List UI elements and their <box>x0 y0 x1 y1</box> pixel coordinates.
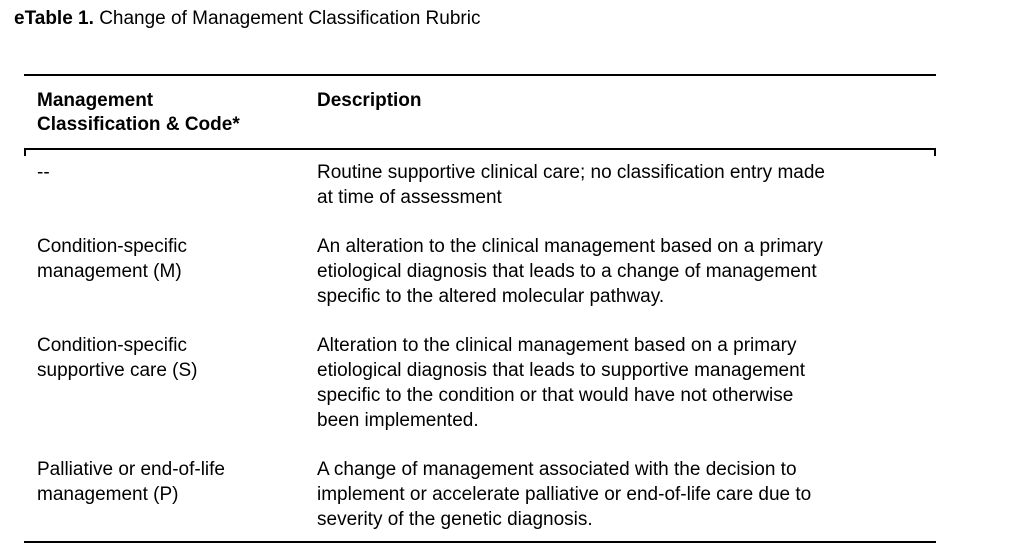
header-divider-right-tick <box>934 148 936 156</box>
header-divider-rule <box>24 148 936 150</box>
cell-line: Alteration to the clinical management based on a primary <box>317 335 797 356</box>
cell-line: specific to the condition or that would have not otherwise <box>317 385 794 406</box>
header-divider-left-tick <box>24 148 26 156</box>
classification-cell <box>37 160 297 185</box>
table-caption <box>14 7 480 31</box>
cell-line: at time of assessment <box>317 187 502 208</box>
description-cell <box>317 234 917 309</box>
column-header-classification <box>37 89 297 137</box>
column-header-line: Management <box>37 90 154 111</box>
column-header-line: Classification & Code* <box>37 114 240 135</box>
cell-line: Palliative or end-of-life <box>37 459 225 480</box>
cell-line: supportive care (S) <box>37 360 198 381</box>
cell-line: specific to the altered molecular pathway. <box>317 286 665 307</box>
classification-cell <box>37 457 297 507</box>
cell-line: Condition-specific <box>37 236 187 257</box>
description-cell <box>317 457 917 532</box>
table-top-rule <box>24 74 936 76</box>
table-caption-title: Change of Management Classification Rubric <box>99 8 481 29</box>
cell-line: severity of the genetic diagnosis. <box>317 509 593 530</box>
cell-line: Condition-specific <box>37 335 187 356</box>
column-header-description <box>317 89 877 113</box>
cell-line: management (M) <box>37 261 182 282</box>
table-caption-label: eTable 1. <box>14 8 94 29</box>
cell-line: been implemented. <box>317 410 479 431</box>
cell-line: management (P) <box>37 484 179 505</box>
cell-line: -- <box>37 162 50 183</box>
cell-line: Routine supportive clinical care; no classification entry made <box>317 162 825 183</box>
table-bottom-rule <box>24 541 936 543</box>
column-header-line: Description <box>317 90 422 111</box>
cell-line: etiological diagnosis that leads to a change of management <box>317 261 817 282</box>
cell-line: An alteration to the clinical management based on a primary <box>317 236 823 257</box>
classification-cell <box>37 234 297 284</box>
classification-cell <box>37 333 297 383</box>
cell-line: implement or accelerate palliative or end-of-life care due to <box>317 484 812 505</box>
description-cell <box>317 333 917 433</box>
description-cell <box>317 160 917 210</box>
cell-line: etiological diagnosis that leads to supportive management <box>317 360 805 381</box>
cell-line: A change of management associated with the decision to <box>317 459 797 480</box>
